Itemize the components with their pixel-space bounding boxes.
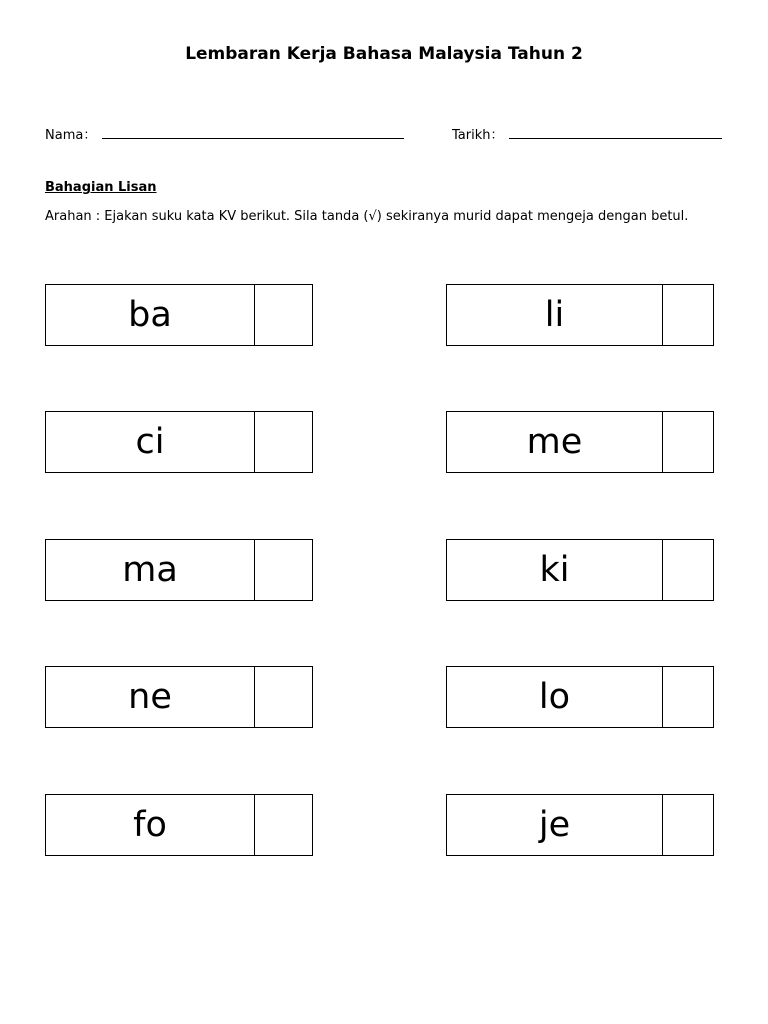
- syllable-box: ma: [46, 540, 255, 600]
- syllable-box: li: [447, 285, 663, 345]
- syllable-row: [45, 411, 313, 473]
- section-heading: Bahagian Lisan: [45, 180, 157, 195]
- tick-box[interactable]: [255, 540, 312, 600]
- date-field: [452, 124, 722, 143]
- tick-box[interactable]: [663, 667, 713, 727]
- syllable-row: [45, 539, 313, 601]
- syllable-box: ki: [447, 540, 663, 600]
- date-blank-line: [509, 125, 722, 139]
- syllable-box: ba: [46, 285, 255, 345]
- syllable-box: lo: [447, 667, 663, 727]
- tick-box[interactable]: [255, 795, 312, 855]
- worksheet-title: Lembaran Kerja Bahasa Malaysia Tahun 2: [185, 44, 583, 64]
- syllable-row: [446, 794, 714, 856]
- tick-box[interactable]: [255, 667, 312, 727]
- tick-box[interactable]: [663, 285, 713, 345]
- tick-box[interactable]: [663, 540, 713, 600]
- instruction-text: Arahan : Ejakan suku kata KV berikut. Sila tanda (√) sekiranya murid dapat mengeja dengan betul.: [45, 209, 689, 224]
- tick-box[interactable]: [255, 412, 312, 472]
- syllable-box: ci: [46, 412, 255, 472]
- syllable-box: ne: [46, 667, 255, 727]
- tick-box[interactable]: [255, 285, 312, 345]
- syllable-row: [446, 411, 714, 473]
- syllable-row: [45, 666, 313, 728]
- name-field: [45, 124, 404, 143]
- syllable-row: [45, 284, 313, 346]
- tick-box[interactable]: [663, 795, 713, 855]
- syllable-row: [45, 794, 313, 856]
- name-blank-line: [102, 125, 404, 139]
- name-label: Nama：: [45, 128, 97, 143]
- date-label: Tarikh：: [452, 128, 504, 143]
- tick-box[interactable]: [663, 412, 713, 472]
- syllable-box: je: [447, 795, 663, 855]
- syllable-row: [446, 539, 714, 601]
- syllable-box: fo: [46, 795, 255, 855]
- syllable-box: me: [447, 412, 663, 472]
- syllable-row: [446, 666, 714, 728]
- syllable-row: [446, 284, 714, 346]
